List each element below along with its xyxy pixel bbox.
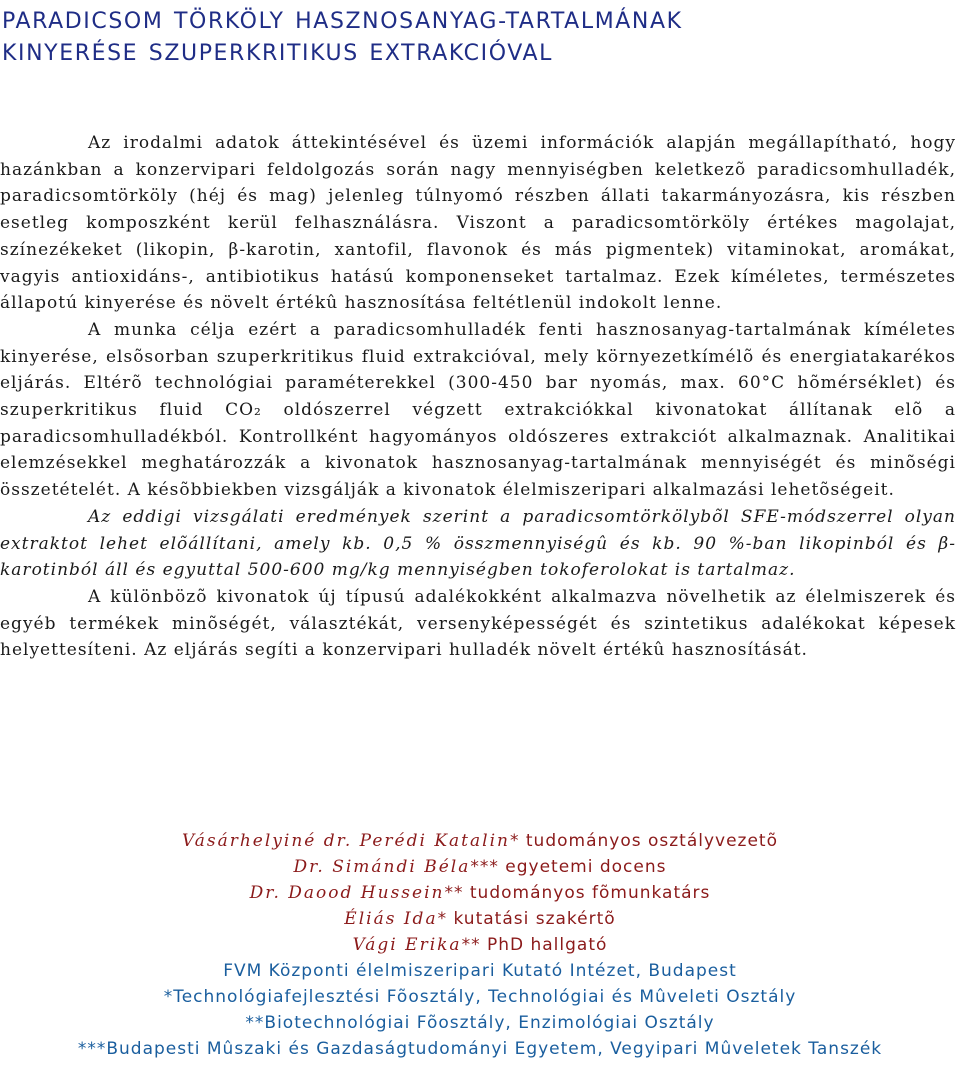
author-block: [0, 828, 960, 1062]
title-line-2: KINYERÉSE SZUPERKRITIKUS EXTRAKCIÓVAL: [2, 41, 553, 66]
author-role: PhD hallgató: [480, 935, 608, 955]
author-name: Vági Erika: [352, 935, 462, 955]
author-mark: *: [437, 909, 448, 929]
author-mark: **: [444, 883, 464, 903]
author-role: egyetemi docens: [498, 857, 667, 877]
document-title: [2, 6, 958, 70]
author-name: Vásárhelyiné dr. Perédi Katalin: [182, 831, 510, 851]
author-mark: *: [509, 831, 520, 851]
author-mark: ***: [470, 857, 499, 877]
author-role: kutatási szakértõ: [447, 909, 616, 929]
affiliation-department-2: **Biotechnológiai Fõosztály, Enzimológiai Osztály: [245, 1013, 715, 1033]
author-line: [0, 854, 960, 880]
author-line: [0, 828, 960, 854]
paragraph-conclusion: A különbözõ kivonatok új típusú adalékokként alkalmazva növelhetik az élelmiszerek és egyéb termékek minõségét, választékát, versenyképességét és szintetikus adalékokat képesek helyettesíteni. Az eljárás segíti a konzervipari hulladék növelt értékû hasznosítását.: [0, 586, 956, 661]
author-role: tudományos osztályvezetõ: [519, 831, 778, 851]
author-line: [0, 880, 960, 906]
title-line-1: PARADICSOM TÖRKÖLY HASZNOSANYAG-TARTALMÁNAK: [2, 9, 683, 34]
paragraph-intro: Az irodalmi adatok áttekintésével és üzemi információk alapján megállapítható, hogy hazánkban a konzervipari feldolgozás során nagy mennyiségben keletkezõ paradicsomhulladék, paradicsomtörköly (héj és mag) jelenleg túlnyomó részben állati takarmányozásra, kis részben esetleg komposzként kerül felhasználásra. Viszont a paradicsomtörköly értékes magolajat, színezékeket (likopin, β-karotin, xantofil, flavonok és más pigmentek) vitaminokat, aromákat, vagyis antioxidáns-, antibiotikus hatású komponenseket tartalmaz. Ezek kíméletes, természetes állapotú kinyerése és növelt értékû hasznosítása feltétlenül indokolt lenne.: [0, 133, 956, 314]
affiliation-university: ***Budapesti Mûszaki és Gazdaságtudományi Egyetem, Vegyipari Mûveletek Tanszék: [77, 1039, 883, 1059]
author-role: tudományos fõmunkatárs: [463, 883, 711, 903]
abstract-body: [0, 130, 956, 664]
affiliation-institute: FVM Központi élelmiszeripari Kutató Intézet, Budapest: [223, 961, 737, 981]
author-line: [0, 906, 960, 932]
paragraph-aim: A munka célja ezért a paradicsomhulladék fenti hasznosanyag-tartalmának kíméletes kinyerése, elsõsorban szuperkritikus fluid extrakcióval, mely környezetkímélõ és energiatakarékos eljárás. Eltérõ technológiai paraméterekkel (300-450 bar nyomás, max. 60°C hõmérséklet) és szuperkritikus fluid CO₂ oldószerrel végzett extrakciókkal kivonatokat állítanak elõ a paradicsomhulladékból. Kontrollként hagyományos oldószeres extrakciót alkalmaznak. Analitikai elemzésekkel meghatározzák a kivonatok hasznosanyag-tartalmának mennyiségét és minõségi összetételét. A késõbbiekben vizsgálják a kivonatok élelmiszeripari alkalmazási lehetõségeit.: [0, 319, 956, 501]
author-mark: **: [461, 935, 481, 955]
author-name: Dr. Simándi Béla: [293, 857, 471, 877]
author-name: Dr. Daood Hussein: [249, 883, 445, 903]
author-name: Éliás Ida: [344, 909, 438, 929]
paragraph-results: Az eddigi vizsgálati eredmények szerint a paradicsomtörkölybõl SFE-módszerrel olyan extraktot lehet elõállítani, amely kb. 0,5 % összmennyiségû és kb. 90 %-ban likopinból és β-karotinból áll és egyuttal 500-600 mg/kg mennyiségben tokoferolokat is tartalmaz.: [0, 506, 956, 581]
affiliation-department-1: *Technológiafejlesztési Fõosztály, Technológiai és Mûveleti Osztály: [163, 987, 797, 1007]
author-line: [0, 932, 960, 958]
